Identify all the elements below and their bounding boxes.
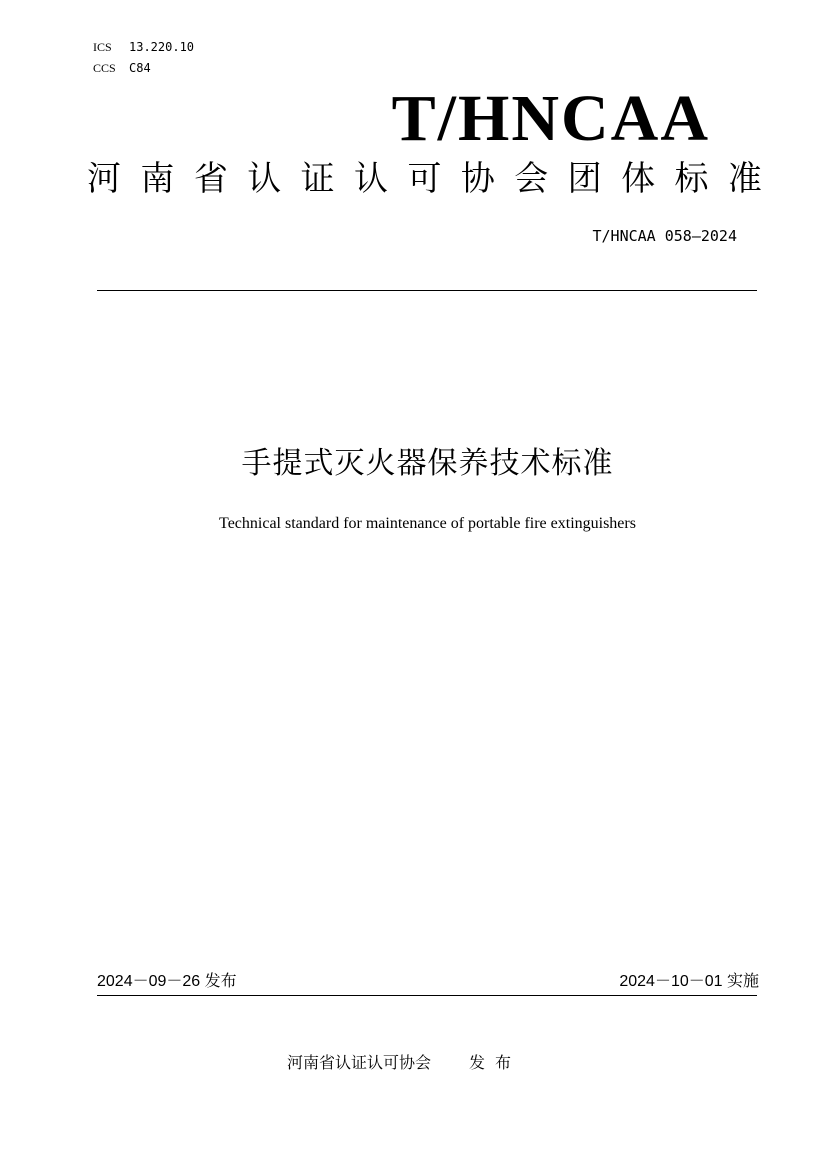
association-char: 准 <box>727 160 762 198</box>
top-divider <box>97 290 757 291</box>
ics-value: 13.220.10 <box>129 40 195 54</box>
association-char: 会 <box>514 160 549 198</box>
bottom-divider <box>97 995 757 996</box>
publisher-line <box>287 1053 521 1075</box>
association-char: 认 <box>354 160 389 198</box>
ccs-value: C84 <box>129 61 151 75</box>
association-char: 证 <box>300 160 335 198</box>
ics-line <box>93 40 194 54</box>
association-char: 体 <box>621 160 656 198</box>
association-char: 标 <box>674 160 709 198</box>
implementation-date: 2024－10－01 实施 <box>619 973 759 990</box>
association-char: 省 <box>193 160 228 198</box>
association-char: 协 <box>460 160 495 198</box>
ccs-line <box>93 61 151 75</box>
document-number: T/HNCAA 058—2024 <box>592 227 737 245</box>
association-char: 南 <box>140 160 175 198</box>
association-standard-heading <box>87 155 762 203</box>
standard-logo: T/HNCAA <box>391 82 710 155</box>
association-char: 团 <box>567 160 602 198</box>
ccs-label: CCS <box>93 61 116 75</box>
publish-label: 发布 <box>469 1055 522 1072</box>
title-chinese: 手提式灭火器保养技术标准 <box>241 447 614 480</box>
association-char: 可 <box>407 160 442 198</box>
publisher-name: 河南省认证认可协会 <box>287 1055 432 1072</box>
issue-date: 2024－09－26 发布 <box>97 973 237 990</box>
association-char: 河 <box>87 160 121 198</box>
association-char: 认 <box>247 160 282 198</box>
ics-label: ICS <box>93 40 112 54</box>
title-english: Technical standard for maintenance of portable fire extinguishers <box>219 515 636 532</box>
